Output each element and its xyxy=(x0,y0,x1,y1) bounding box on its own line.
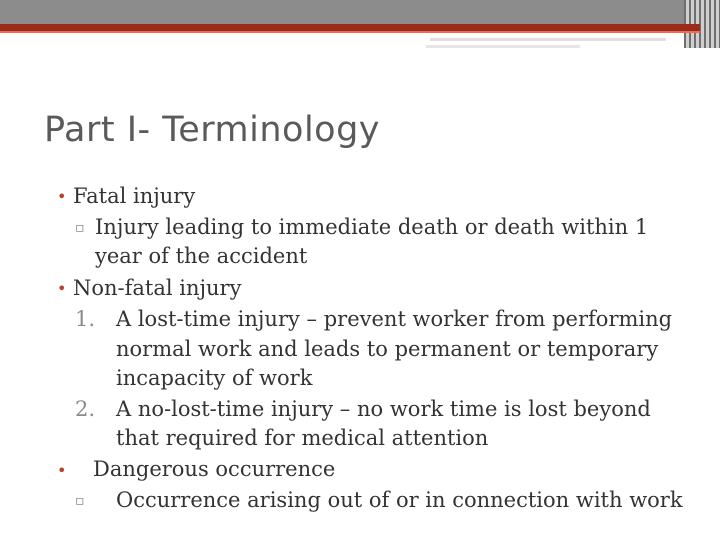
slide-title: Part I- Terminology xyxy=(44,110,381,150)
sub-bullet-marker: ▫ xyxy=(75,220,85,236)
header-accent-bar xyxy=(0,24,700,31)
list-item: Non-fatal injury xyxy=(73,276,242,300)
header-bar xyxy=(0,0,720,24)
list-item-line: year of the accident xyxy=(95,244,308,268)
list-item-line: Injury leading to immediate death or death within 1 xyxy=(95,215,649,239)
header-accent-line xyxy=(0,31,700,33)
list-item-line: incapacity of work xyxy=(116,366,313,390)
list-item: Fatal injury xyxy=(73,184,196,208)
list-item-line: A lost-time injury – prevent worker from performing xyxy=(116,307,673,331)
bullet-marker: • xyxy=(57,187,67,206)
list-item-line: that required for medical attention xyxy=(116,426,489,450)
header-rule xyxy=(430,38,666,41)
list-item-line: normal work and leads to permanent or temporary xyxy=(116,337,659,361)
list-number: 1. xyxy=(75,307,96,331)
list-item: Dangerous occurrence xyxy=(93,457,336,481)
header-rule xyxy=(426,45,580,48)
list-item: Occurrence arising out of or in connection with work xyxy=(116,488,683,512)
list-number: 2. xyxy=(75,397,96,421)
bullet-marker: • xyxy=(57,279,67,298)
sub-bullet-marker: ▫ xyxy=(75,493,85,509)
list-item-line: A no-lost-time injury – no work time is lost beyond xyxy=(116,397,651,421)
bullet-marker: • xyxy=(57,461,67,480)
